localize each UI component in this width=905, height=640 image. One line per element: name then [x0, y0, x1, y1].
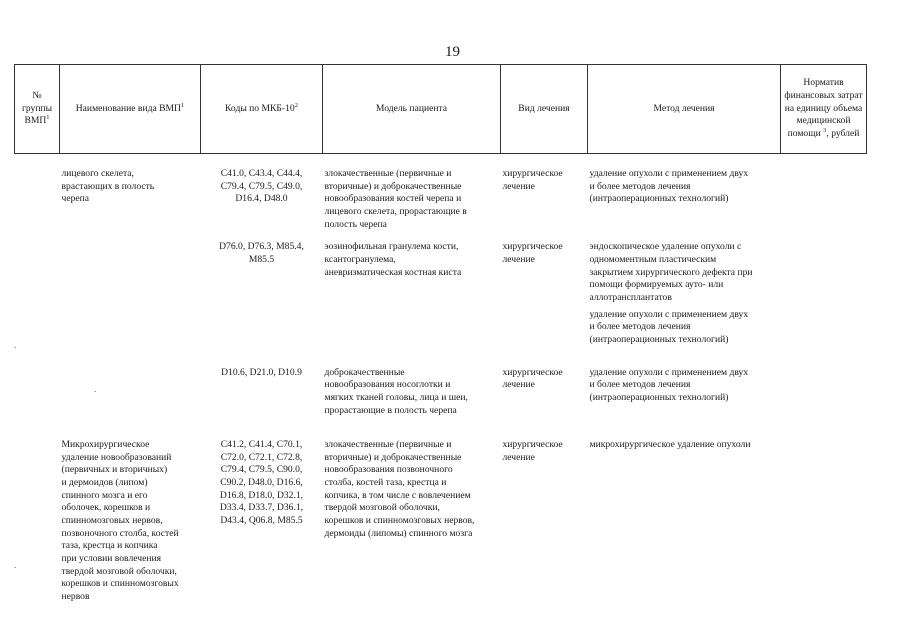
text-line: C90.2, D48.0, D16.6, — [220, 477, 303, 489]
header-icd-codes: Коды по МКБ-$10^2$ — [201, 65, 323, 154]
text-line: доброкачественные — [324, 366, 405, 378]
text-line: C41.2, C41.4, C70.1, — [220, 439, 303, 451]
text-line: D43.4, Q06.8, M85.5 — [220, 515, 303, 527]
text-line: удаление опухоли с применением двух — [589, 308, 749, 320]
text-line: твердой мозговой оболочки, — [324, 502, 440, 514]
cell-cost-norm — [781, 347, 867, 418]
text-line: (первичных и вторичных) — [61, 464, 168, 476]
text-line: эндоскопическое удаление опухоли с — [589, 241, 742, 253]
cell-group-number — [15, 417, 60, 604]
text-line: и дермоидов (липом) — [61, 477, 148, 489]
cell-icd-codes — [201, 231, 323, 304]
text-line: оболочек, корешков и — [61, 502, 151, 514]
text-line: нервов — [61, 591, 90, 603]
text-line: полость черепа — [324, 218, 387, 230]
text-line: лечение — [502, 180, 535, 192]
cell-patient-model — [323, 347, 501, 418]
text-line: D16.4, D48.0 — [235, 193, 288, 205]
text-line: (интраоперационных технологий) — [589, 391, 729, 403]
text-line: C79.4, C79.5, C49.0, — [220, 180, 303, 192]
cell-vmp-name — [60, 417, 201, 604]
text-line: C79.4, C79.5, C90.0, — [220, 464, 303, 476]
header-patient-model: Модель пациента — [323, 65, 501, 154]
cell-treatment-type — [501, 305, 588, 347]
scan-mark: . — [94, 384, 97, 394]
text-line: новообразования позвоночного — [324, 464, 453, 476]
text-line: закрытием хирургического дефекта при — [589, 266, 753, 278]
cell-icd-codes — [201, 154, 323, 232]
cell-group-number — [15, 231, 60, 304]
text-line: и более методов лечения — [589, 379, 691, 391]
cell-cost-norm — [781, 417, 867, 604]
text-line: D76.0, D76.3, M85.4, — [219, 241, 304, 253]
cell-treatment-method — [588, 154, 781, 232]
text-line: ксантогранулема, — [324, 253, 396, 265]
scan-mark: . — [14, 560, 17, 570]
cell-treatment-type — [501, 231, 588, 304]
text-line: и более методов лечения — [589, 321, 691, 333]
cell-cost-norm — [781, 231, 867, 304]
header-treatment-method: Метод лечения — [588, 65, 781, 154]
header-row — [15, 65, 867, 154]
text-line: новообразования носоглотки и — [324, 379, 451, 391]
text-line: злокачественные (первичные и — [324, 439, 452, 451]
text-line: удаление опухоли с применением двух — [589, 366, 749, 378]
text-line: прорастающие в полость черепа — [324, 404, 457, 416]
cell-patient-model — [323, 154, 501, 232]
text-line: M85.5 — [248, 253, 275, 265]
text-line: эозинофильная гранулема кости, — [324, 241, 459, 253]
cell-patient-model — [323, 417, 501, 604]
header-group-number: № группы ВМП$^1$ — [15, 65, 60, 154]
text-line: и более методов лечения — [589, 180, 691, 192]
text-line: дермоиды (липомы) спинного мозга — [324, 527, 473, 539]
text-line: при условии вовлечения — [61, 553, 162, 565]
text-line: помощи формируемых ауто- или — [589, 279, 724, 291]
text-line: одномоментным пластическим — [589, 253, 717, 265]
text-line: твердой мозговой оболочки, — [61, 565, 177, 577]
table-row — [15, 154, 867, 232]
cell-treatment-type — [501, 347, 588, 418]
text-line: столба, костей таза, крестца и — [324, 477, 447, 489]
vmp-table — [14, 64, 867, 604]
cell-icd-codes — [201, 417, 323, 604]
text-line: удаление опухоли с применением двух — [589, 168, 749, 179]
text-line: мягких тканей головы, лица и шеи, — [324, 391, 468, 403]
text-line: черепа — [61, 193, 90, 205]
text-line: лицевого скелета, прорастающие в — [324, 205, 467, 217]
header-vmp-name: Наименование вида ВМП$^1$ — [60, 65, 201, 154]
cell-icd-codes — [201, 305, 323, 347]
cell-icd-codes — [201, 347, 323, 418]
text-line: (интраоперационных технологий) — [589, 193, 729, 205]
text-line: D10.6, D21.0, D10.9 — [221, 366, 302, 378]
text-line: спинномозговых нервов, — [61, 515, 163, 527]
text-line: C72.0, C72.1, C72.8, — [220, 451, 303, 463]
cell-treatment-type — [501, 417, 588, 604]
cell-treatment-method — [588, 305, 781, 347]
text-line: хирургическое — [502, 241, 563, 253]
cell-patient-model — [323, 305, 501, 347]
text-line: таза, крестца и копчика — [61, 540, 158, 552]
table-row — [15, 417, 867, 604]
text-line: корешков и спинномозговых нервов, — [324, 515, 475, 527]
cell-cost-norm — [781, 154, 867, 232]
cell-treatment-method — [588, 347, 781, 418]
header-cost-norm: Норматив финансовых затрат на единицу объема медицинской помощи $^3$, рублей — [781, 65, 867, 154]
text-line: C41.0, C43.4, C44.4, — [220, 168, 303, 179]
text-line: новообразования костей черепа и — [324, 193, 462, 205]
table-row — [15, 231, 867, 304]
cell-vmp-name — [60, 154, 201, 232]
table-row — [15, 347, 867, 418]
text-line: микрохирургическое удаление опухоли — [589, 439, 751, 451]
text-line: вторичные) и доброкачественные — [324, 180, 462, 192]
cell-group-number — [15, 305, 60, 347]
cell-treatment-method — [588, 417, 781, 604]
table-row — [15, 305, 867, 347]
text-line: врастающих в полость — [61, 180, 155, 192]
text-line: аневризматическая костная киста — [324, 266, 462, 278]
text-line: хирургическое — [502, 439, 563, 451]
cell-group-number — [15, 154, 60, 232]
text-line: копчика, в том числе с вовлечением — [324, 489, 471, 501]
text-line: Микрохирургическое — [61, 439, 150, 451]
text-line: лечение — [502, 253, 535, 265]
text-line: аллотрансплантатов — [589, 291, 672, 303]
text-line: спинного мозга и его — [61, 489, 148, 501]
text-line: хирургическое — [502, 366, 563, 378]
text-line: удаление новообразований — [61, 451, 172, 463]
cell-vmp-name — [60, 347, 201, 418]
cell-cost-norm — [781, 305, 867, 347]
text-line: лечение — [502, 379, 535, 391]
cell-treatment-method — [588, 231, 781, 304]
text-line: лицевого скелета, — [61, 168, 134, 179]
text-line: хирургическое — [502, 168, 563, 179]
text-line: позвоночного столба, костей — [61, 527, 179, 539]
cell-group-number — [15, 347, 60, 418]
cell-treatment-type — [501, 154, 588, 232]
text-line: (интраоперационных технологий) — [589, 333, 729, 345]
cell-vmp-name — [60, 305, 201, 347]
cell-vmp-name — [60, 231, 201, 304]
cell-patient-model — [323, 231, 501, 304]
text-line: D16.8, D18.0, D32.1, — [219, 489, 304, 501]
text-line: вторичные) и доброкачественные — [324, 451, 462, 463]
scan-mark: . — [14, 340, 17, 350]
page-number: 19 — [445, 44, 460, 60]
text-line: D33.4, D33.7, D36.1, — [219, 502, 304, 514]
header-treatment-type: Вид лечения — [501, 65, 588, 154]
text-line: корешков и спинномозговых — [61, 578, 179, 590]
text-line: злокачественные (первичные и — [324, 168, 452, 179]
text-line: лечение — [502, 451, 535, 463]
